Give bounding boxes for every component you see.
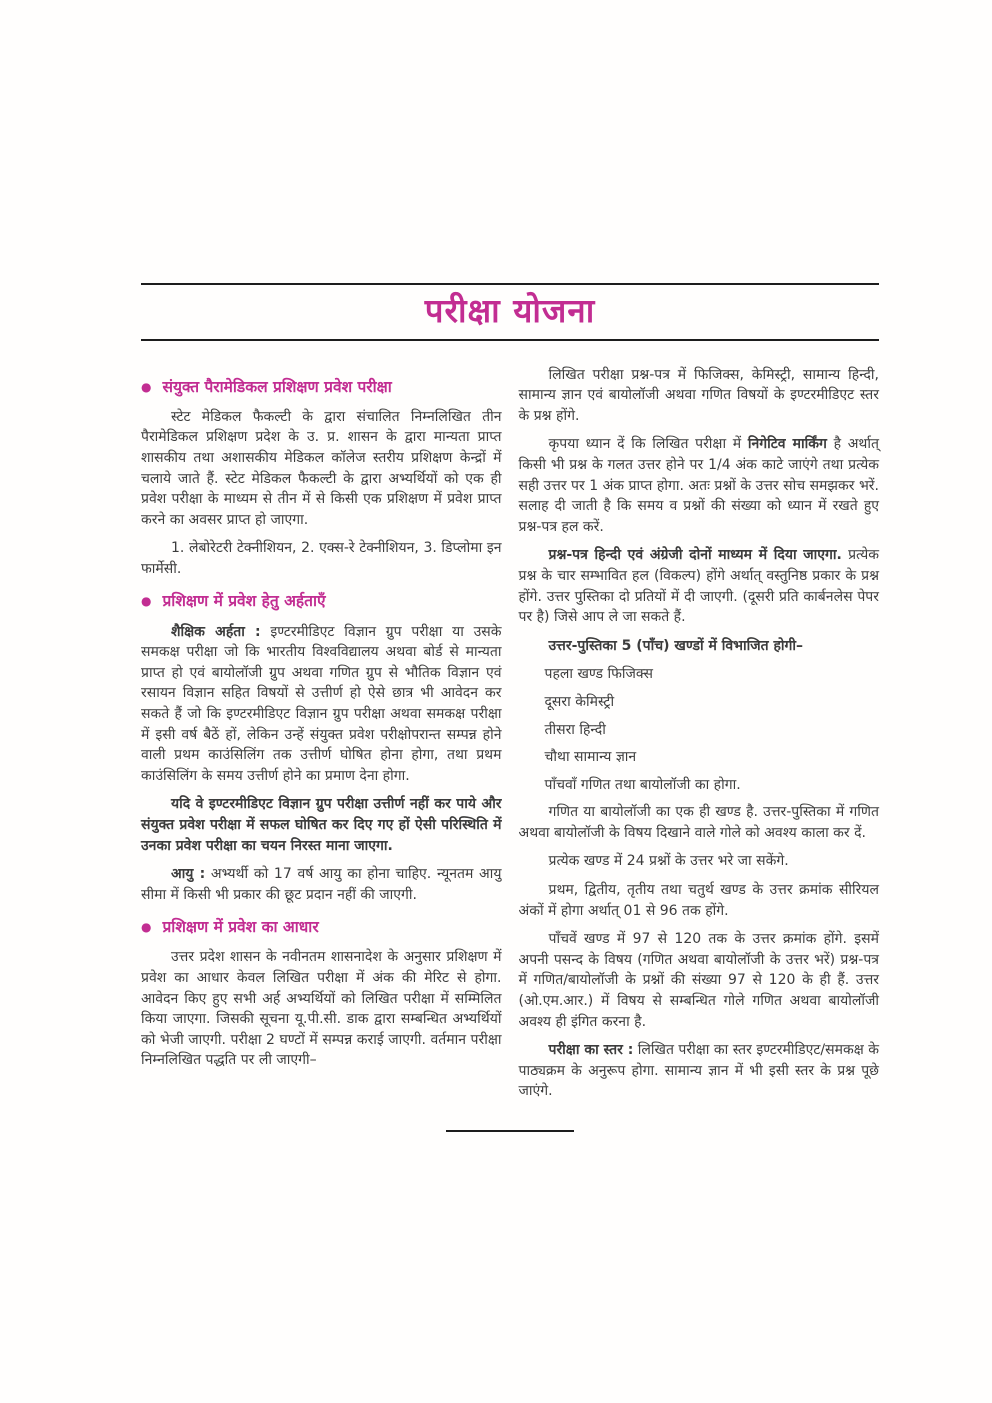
right-column bbox=[519, 365, 880, 1110]
page-title: परीक्षा योजना bbox=[424, 291, 596, 330]
para-age-requirement bbox=[141, 864, 502, 905]
text-age: अभ्यर्थी को 17 वर्ष आयु का होना चाहिए. न्यूनतम आयु सीमा में किसी भी प्रकार की छूट प्रदान नहीं की जाएगी. bbox=[141, 866, 502, 903]
list-item-section-3: तीसरा हिन्दी bbox=[544, 721, 606, 738]
section-heading-admission-basis bbox=[141, 917, 502, 937]
section-heading-text: प्रशिक्षण में प्रवेश हेतु अर्हताएँ bbox=[162, 592, 326, 611]
lead-educational-qualification: शैक्षिक अर्हता : bbox=[171, 623, 261, 640]
text-question-paper-medium: प्रत्येक प्रश्न के चार सम्भावित हल (विकल्प) होंगे अर्थात् वस्तुनिष्ठ प्रकार के प्रश्न होंगे. उत्तर पुस्तिका दो प्रतियों में दी जाएगी. (दूसरी प्रति कार्बनलेस पेपर पर है) जिसे आप ले जा सकते हैं. bbox=[518, 547, 879, 626]
list-item-section-5: पाँचवाँ गणित तथा बायोलॉजी का होगा. bbox=[544, 776, 741, 793]
lead-question-paper-medium: प्रश्न-पत्र हिन्दी एवं अंग्रेजी दोनों माध्यम में दिया जाएगा. bbox=[548, 547, 842, 564]
text-negative-marking-c: है अर्थात् किसी भी प्रश्न के गलत उत्तर होने पर 1/4 अंक काटे जाएंगे तथा प्रत्येक सही उत्तर पर 1 अंक प्राप्त होगा. अतः प्रश्नों के उत्तर सोच समझकर भरें. सलाह दी जाती है कि समय व प्रश्नों की संख्या को ध्यान में रखते हुए प्रश्न-पत्र हल करें. bbox=[518, 436, 879, 535]
para-admission-basis: उत्तर प्रदेश शासन के नवीनतम शासनादेश के अनुसार प्रशिक्षण में प्रवेश का आधार केवल लिखित परीक्षा में अंक की मेरिट से होगा. आवेदन किए हुए सभी अर्ह अभ्यर्थियों को लिखित परीक्षा में सम्मिलित किया जाएगा. जिसकी सूचना यू.पी.सी. डाक द्वारा सम्बन्धित अभ्यर्थियों को भेजी जाएगी. परीक्षा 2 घण्टों में सम्पन्न कराई जाएगी. वर्तमान परीक्षा निम्नलिखित पद्धति पर ली जाएगी– bbox=[141, 949, 502, 1069]
bullet-icon: ● bbox=[141, 594, 152, 609]
lead-exam-level: परीक्षा का स्तर : bbox=[548, 1042, 634, 1059]
para-cancellation-note: यदि वे इण्टरमीडिएट विज्ञान ग्रुप परीक्षा उत्तीर्ण नहीं कर पाये और संयुक्त प्रवेश परीक्षा में सफल घोषित कर दिए गए हों ऐसी परिस्थिति में उनका प्रवेश परीक्षा का चयन निरस्त माना जाएगा. bbox=[141, 796, 502, 854]
page-content bbox=[141, 283, 879, 1132]
two-column-body bbox=[141, 365, 879, 1110]
section-heading-eligibility bbox=[141, 591, 502, 611]
para-answer-book-sections: उत्तर-पुस्तिका 5 (पाँच) खण्डों में विभाजित होगी– bbox=[548, 637, 804, 654]
left-column bbox=[141, 365, 502, 1110]
title-divider-top bbox=[141, 283, 879, 285]
list-item-section-4: चौथा सामान्य ज्ञान bbox=[544, 749, 637, 766]
para-math-bio-section: गणित या बायोलॉजी का एक ही खण्ड है. उत्तर-पुस्तिका में गणित अथवा बायोलॉजी के विषय दिखाने वाले गोले को अवश्य काला कर दें. bbox=[518, 804, 879, 841]
para-fifth-section-numbers: पाँचवें खण्ड में 97 से 120 तक के उत्तर क्रमांक होंगे. इसमें अपनी पसन्द के विषय (गणित अथवा बायोलॉजी के उत्तर भरें) प्रश्न-पत्र में गणित/बायोलॉजी के प्रश्नों की संख्या 97 से 120 के ही हैं. उत्तर (ओ.एम.आर.) में विषय से सम्बन्धित गोले गणित अथवा बायोलॉजी अवश्य ही इंगित करना है. bbox=[518, 931, 879, 1030]
section-heading-joint-paramedical bbox=[141, 377, 502, 397]
footer-divider bbox=[446, 1130, 574, 1132]
para-training-list: 1. लेबोरेटरी टेक्नीशियन, 2. एक्स-रे टेक्नीशियन, 3. डिप्लोमा इन फार्मेसी. bbox=[141, 540, 502, 577]
section-heading-text: संयुक्त पैरामेडिकल प्रशिक्षण प्रवेश परीक्षा bbox=[162, 377, 392, 396]
para-negative-marking bbox=[519, 434, 880, 537]
text-exam-level: लिखित परीक्षा का स्तर इण्टरमीडिएट/समकक्ष के पाठ्यक्रम के अनुरूप होगा. सामान्य ज्ञान में भी इसी स्तर के प्रश्न पूछे जाएंगे. bbox=[518, 1042, 879, 1100]
para-question-paper-medium bbox=[519, 545, 880, 627]
section-list bbox=[519, 664, 880, 795]
para-answers-per-section: प्रत्येक खण्ड में 24 प्रश्नों के उत्तर भरे जा सकेंगे. bbox=[548, 853, 789, 870]
lead-age: आयु : bbox=[171, 866, 206, 883]
para-exam-level bbox=[519, 1040, 880, 1102]
title-divider-bottom bbox=[141, 339, 879, 341]
para-training-intro: स्टेट मेडिकल फैकल्टी के द्वारा संचालित निम्नलिखित तीन पैरामेडिकल प्रशिक्षण प्रदेश के उ. प्र. शासन के द्वारा मान्यता प्राप्त शासकीय तथा अशासकीय मेडिकल कॉलेज स्तरीय प्रशिक्षण केन्द्रों में चलाये जाते हैं. स्टेट मेडिकल फैकल्टी के द्वारा अभ्यर्थियों को एक ही प्रवेश परीक्षा के माध्यम से तीन में से किसी एक प्रशिक्षण में प्रवेश प्राप्त करने का अवसर प्राप्त हो जाएगा. bbox=[141, 408, 502, 528]
para-serial-numbers: प्रथम, द्वितीय, तृतीय तथा चतुर्थ खण्ड के उत्तर क्रमांक सीरियल अंकों में होगा अर्थात् 01 से 96 तक होंगे. bbox=[518, 882, 879, 919]
bullet-icon: ● bbox=[141, 379, 152, 394]
text-educational-qualification: इण्टरमीडिएट विज्ञान ग्रुप परीक्षा या उसके समकक्ष परीक्षा जो कि भारतीय विश्वविद्यालय अथवा बोर्ड से मान्यता प्राप्त हो एवं बायोलॉजी ग्रुप अथवा गणित ग्रुप से भौतिक विज्ञान एवं रसायन विज्ञान सहित विषयों से उत्तीर्ण हो ऐसे छात्र भी आवेदन कर सकते हैं जो कि इण्टरमीडिएट विज्ञान ग्रुप परीक्षा अथवा समकक्ष परीक्षा में इसी वर्ष बैठें हों, लेकिन उन्हें संयुक्त प्रवेश परीक्षोपरान्त सम्पन्न होने वाली प्रथम काउंसिलिंग तक उत्तीर्ण घोषित होना होगा, तथा प्रथम काउंसिलिंग के समय उत्तीर्ण होने का प्रमाण देना होगा. bbox=[141, 623, 502, 784]
para-educational-qualification bbox=[141, 622, 502, 787]
para-written-exam-subjects: लिखित परीक्षा प्रश्न-पत्र में फिजिक्स, केमिस्ट्री, सामान्य हिन्दी, सामान्य ज्ञान एवं बायोलॉजी अथवा गणित विषयों के इण्टरमीडिएट स्तर के प्रश्न होंगे. bbox=[518, 366, 879, 424]
text-negative-marking-a: कृपया ध्यान दें कि लिखित परीक्षा में bbox=[548, 436, 748, 453]
bullet-icon: ● bbox=[141, 920, 152, 935]
text-negative-marking-bold: निगेटिव मार्किंग bbox=[747, 436, 827, 453]
list-item-section-2: दूसरा केमिस्ट्री bbox=[544, 693, 615, 710]
list-item-section-1: पहला खण्ड फिजिक्स bbox=[544, 666, 653, 683]
section-heading-text: प्रशिक्षण में प्रवेश का आधार bbox=[162, 918, 319, 937]
